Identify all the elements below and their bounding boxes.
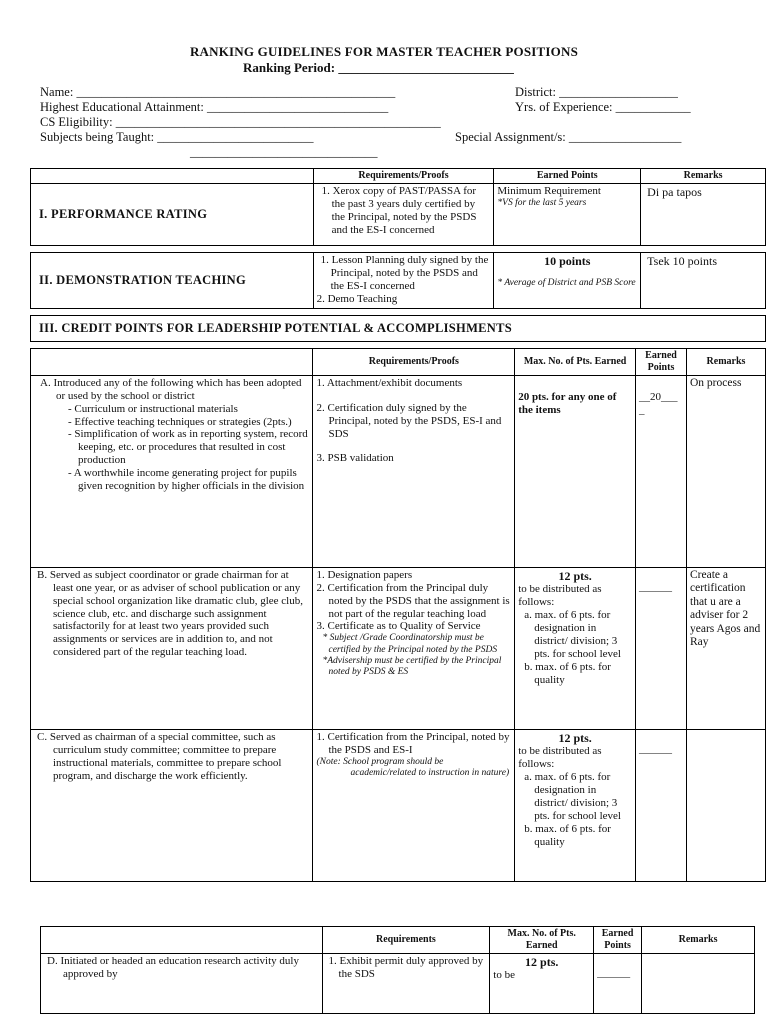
item-c-note: (Note: School program should be academic/related to instruction in nature) (316, 756, 510, 778)
item-c-req: 1. Certification from the Principal, noted by the PSDS and ES-I (316, 730, 510, 756)
demo-points: 10 points (544, 253, 591, 268)
header-remarks: Remarks (641, 169, 766, 184)
table-row (31, 183, 766, 245)
item-b-max-a: a. max. of 6 pts. for designation in district/ division; 3 pts. for school level (524, 608, 621, 660)
page-title: RANKING GUIDELINES FOR MASTER TEACHER POSITIONS (189, 44, 579, 59)
performance-requirement: 1. Xerox copy of PAST/PASSA for the past 3 years duly certified by the Principal, noted by the PSDS and the ES-I concerned (313, 183, 494, 245)
item-c-desc: C. Served as chairman of a special committee, such as curriculum study committee; committee to prepare instructional materials, committee to prepare school program, and discharge the work efficiently. (31, 729, 313, 881)
item-b-max-b: b. max. of 6 pts. for quality (524, 660, 611, 686)
table-row (41, 953, 755, 1013)
item-a-remarks: On process (687, 375, 766, 567)
performance-points-note: *VS for the last 5 years (497, 197, 587, 208)
item-c-max-sub: to be distributed as follows: (518, 744, 602, 770)
item-c-max-b: b. max. of 6 pts. for quality (524, 822, 611, 848)
cs-eligibility-field: CS Eligibility: ____________________________________________________ (40, 115, 441, 129)
table-credit-points (30, 348, 766, 882)
item-b-req: 3. Certificate as to Quality of Service (316, 620, 481, 633)
item-a-req: 2. Certification duly signed by the Principal, noted by the PSDS, ES-I and SDS (316, 401, 502, 440)
performance-remarks: Di pa tapos (641, 183, 766, 245)
item-d-req: 1. Exhibit permit duly approved by the SDS (322, 953, 490, 1013)
table-row (31, 252, 766, 308)
item-a-intro: A. Introduced any of the following which has been adopted or used by the school or district (40, 376, 302, 402)
special-assignment-field: Special Assignment/s: __________________ (455, 130, 682, 144)
demo-requirement-1: 1. Lesson Planning duly signed by the Principal, noted by the PSDS and the ES-I concerned (320, 253, 489, 292)
item-b-req: 1. Designation papers (316, 568, 413, 581)
header-earned-points: Earned Points (594, 927, 642, 954)
header-max-points: Max. No. of Pts. Earned (515, 349, 636, 376)
item-a-req: 1. Attachment/exhibit documents (316, 376, 463, 389)
header-requirements: Requirements (322, 927, 490, 954)
demo-remarks: Tsek 10 points (641, 252, 766, 308)
item-b-earned: ______ (639, 580, 673, 593)
item-b-max-sub: to be distributed as follows: (518, 582, 602, 608)
table-row (31, 567, 766, 729)
header-max-points: Max. No. of Pts. Earned (490, 927, 594, 954)
item-a-sub: - A worthwhile income generating project for pupils given recognition by higher officials in the division (68, 467, 305, 493)
demo-points-note: * Average of District and PSB Score (497, 277, 636, 288)
ranking-period: Ranking Period: ___________________________ (243, 60, 514, 75)
experience-field: Yrs. of Experience: ____________ (515, 100, 691, 114)
item-a-sub: - Effective teaching techniques or strategies (2pts.) (68, 415, 292, 428)
item-c-max-title: 12 pts. (558, 730, 592, 745)
table-research (40, 926, 755, 1014)
header-requirements: Requirements/Proofs (313, 169, 494, 184)
table-header-row (41, 927, 755, 954)
item-b-max-title: 12 pts. (558, 568, 592, 583)
section-performance-rating: I. PERFORMANCE RATING (31, 183, 314, 245)
item-c-max-a: a. max. of 6 pts. for designation in district/ division; 3 pts. for school level (524, 770, 621, 822)
item-d-earned: ______ (597, 966, 631, 979)
education-field: Highest Educational Attainment: _____________________________ (40, 100, 389, 114)
item-b-req: 2. Certification from the Principal duly noted by the PSDS that the assignment is not part of the regular teaching load (316, 581, 510, 620)
table-row (31, 729, 766, 881)
item-a-earned: __20___ _ (639, 390, 678, 416)
table-header-row (31, 349, 766, 376)
item-b-remarks: Create a certification that u are a adviser for 2 years Agos and Ray (687, 567, 766, 729)
item-c-earned: ______ (639, 742, 673, 755)
table-performance (30, 168, 766, 342)
item-d-max-title: 12 pts. (525, 954, 559, 969)
header-remarks: Remarks (687, 349, 766, 376)
extra-line: ______________________________ (190, 145, 378, 159)
name-field: Name: ___________________________________________________ (40, 85, 396, 99)
item-b-note: *Advisership must be certified by the Principal noted by PSDS & ES (322, 655, 502, 678)
item-a-sub: - Curriculum or instructional materials (68, 402, 238, 415)
header-remarks: Remarks (642, 927, 755, 954)
header-earned-points: Earned Points (636, 349, 687, 376)
section-demonstration-teaching: II. DEMONSTRATION TEACHING (31, 252, 314, 308)
header-requirements: Requirements/Proofs (313, 349, 515, 376)
demo-requirement-2: 2. Demo Teaching (316, 292, 398, 305)
table-header-row (31, 169, 766, 184)
item-a-req: 3. PSB validation (316, 452, 394, 465)
item-a-max: 20 pts. for any one of the items (518, 390, 617, 416)
item-d-desc: D. Initiated or headed an education research activity duly approved by (41, 953, 323, 1013)
table-row (31, 375, 766, 567)
district-field: District: ___________________ (515, 85, 678, 99)
item-d-max-sub: to be (493, 968, 515, 981)
performance-points: Minimum Requirement (497, 184, 601, 197)
section-credit-points: III. CREDIT POINTS FOR LEADERSHIP POTENTIAL & ACCOMPLISHMENTS (31, 315, 766, 341)
item-a-sub: - Simplification of work as in reporting system, record keeping, etc. or procedures that resulted in cost production (68, 428, 308, 467)
item-b-desc: B. Served as subject coordinator or grade chairman for at least one year, or as adviser of school publication or any special school organization like dramatic club, glee club, science club, etc. and discharge such assignment satisfactorily for at least two years provided such assignments or services are in addition to, and not considered part of the regular teaching load. (31, 567, 313, 729)
header-earned-points: Earned Points (494, 169, 641, 184)
item-b-note: * Subject /Grade Coordinatorship must be certified by the Principal noted by the PSDS (322, 633, 498, 655)
subjects-field: Subjects being Taught: _________________________ (40, 130, 314, 144)
